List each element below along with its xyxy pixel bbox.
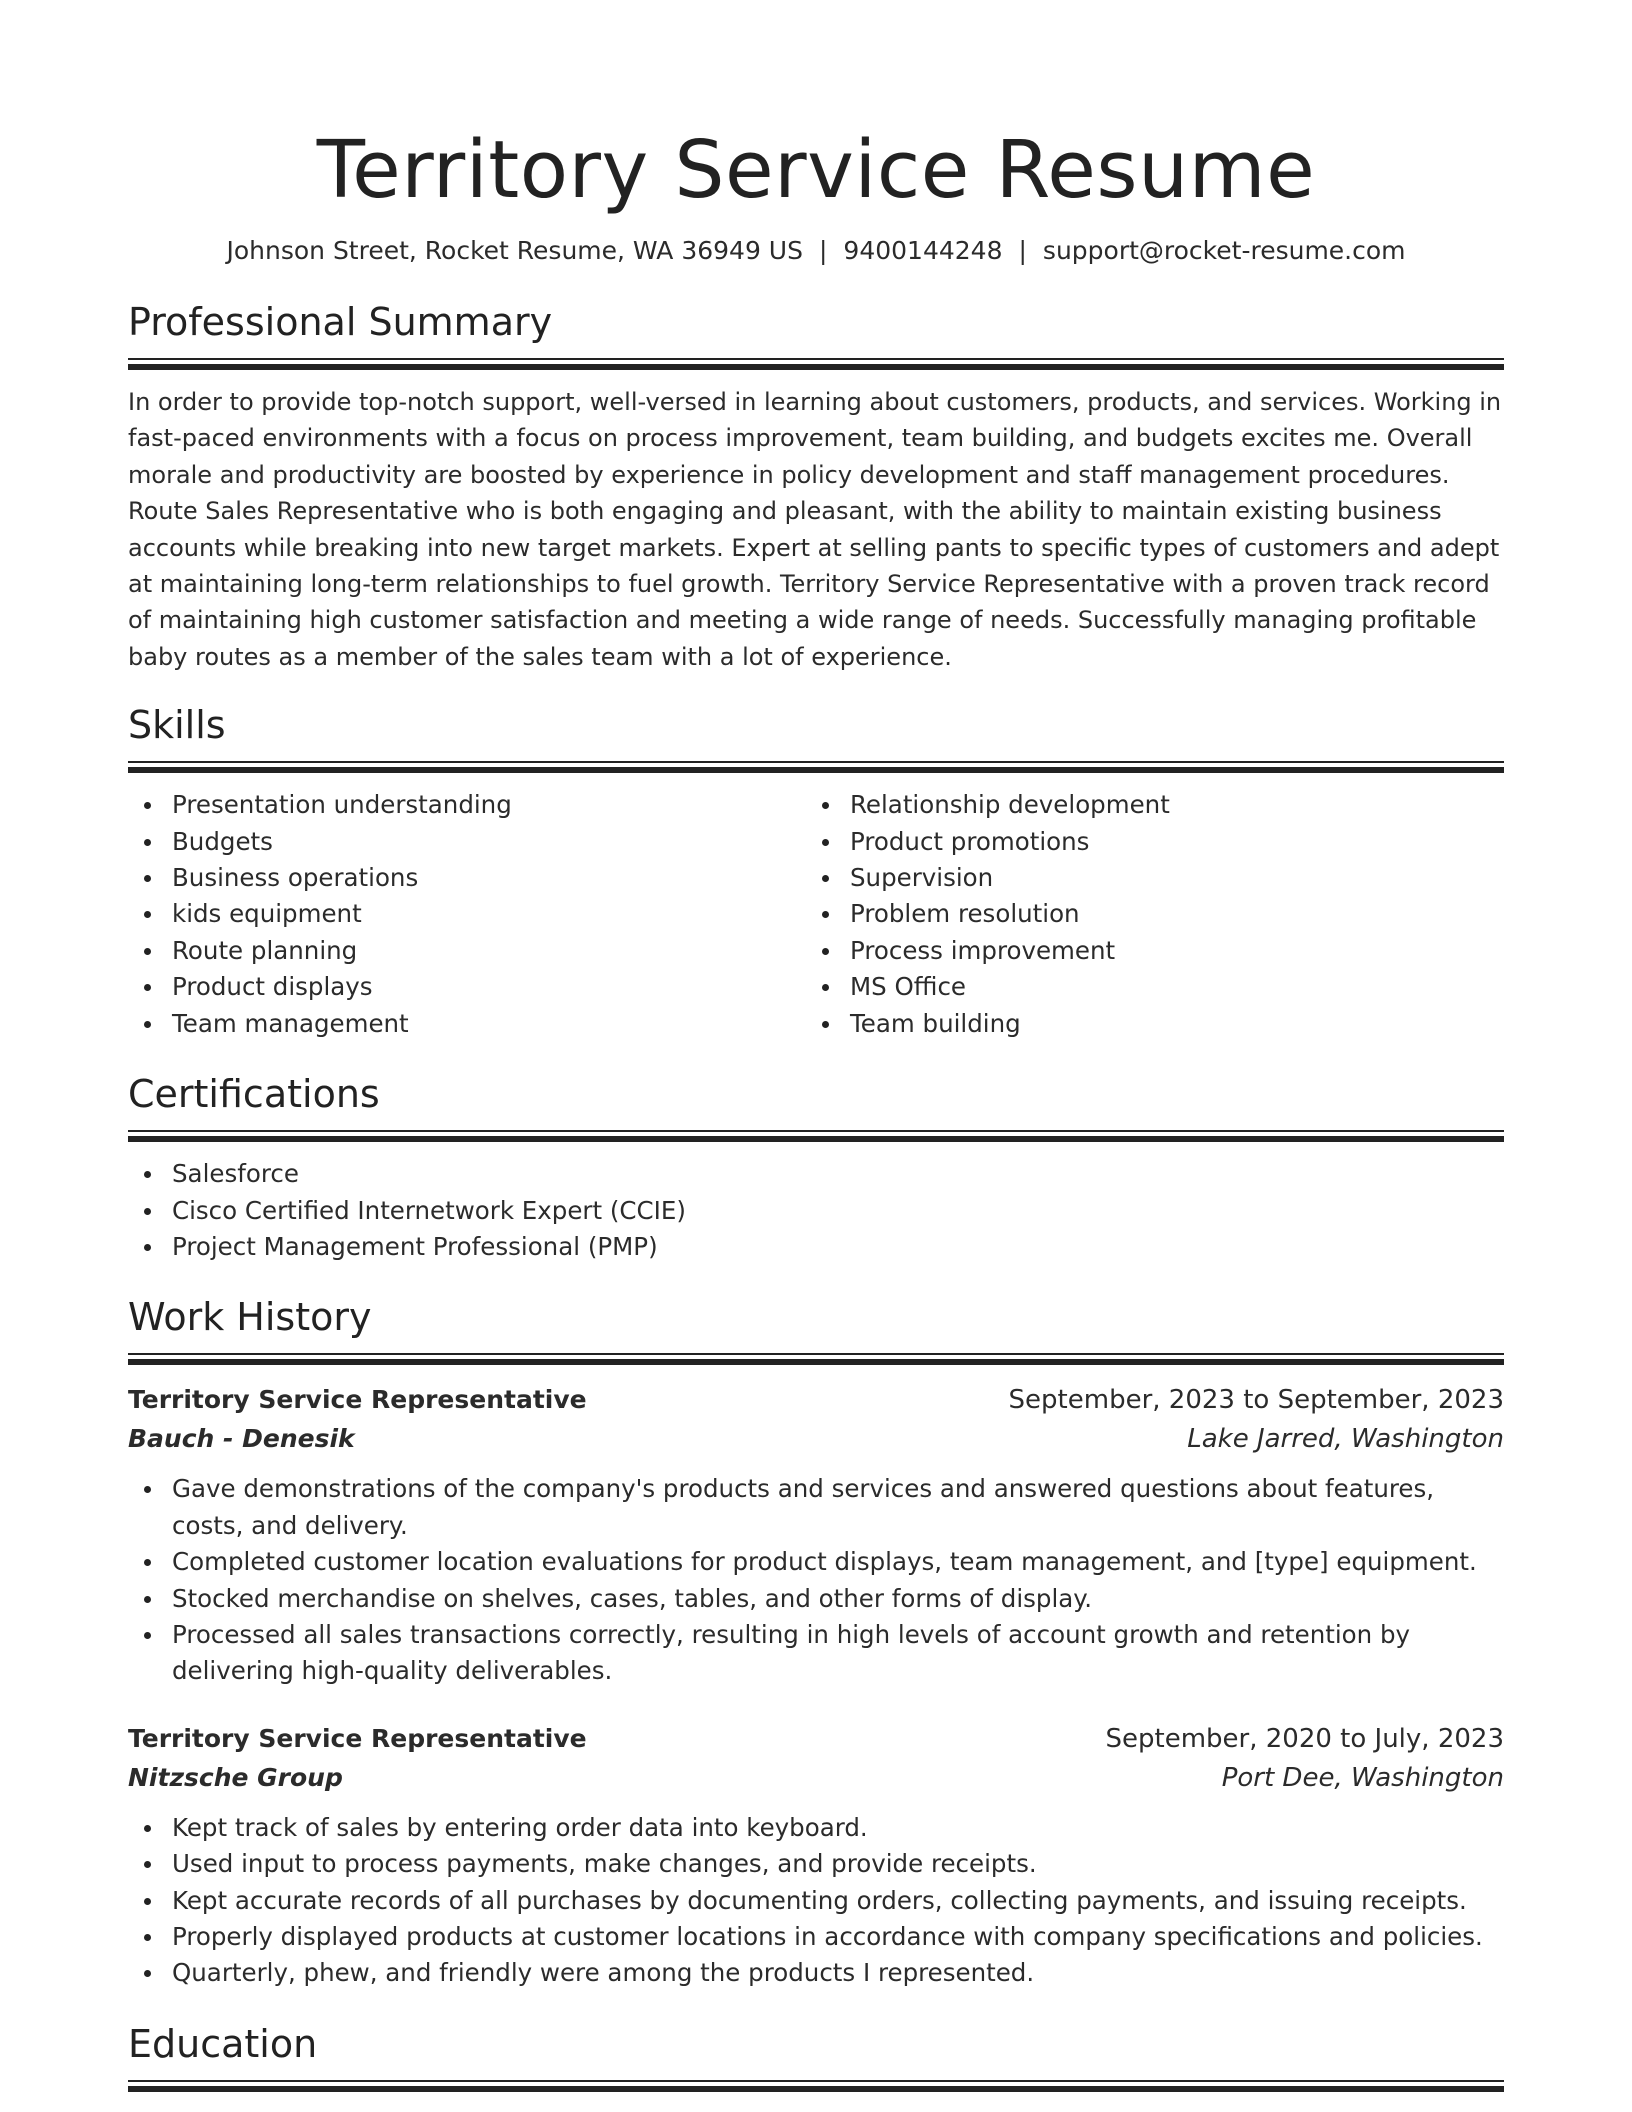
- contact-separator: |: [818, 236, 828, 265]
- job-title: Territory Service Representative: [128, 1723, 587, 1753]
- job-subheader: [128, 1419, 1504, 1459]
- skills-section: [128, 701, 1504, 1042]
- section-divider: [128, 1353, 1504, 1365]
- job-duty: Gave demonstrations of the company's products and services and answered questions about features, costs, and delivery.: [128, 1471, 1504, 1544]
- contact-email: support@rocket-resume.com: [1042, 236, 1406, 265]
- skill-item: Business operations: [128, 860, 806, 896]
- certification-item: Cisco Certified Internetwork Expert (CCIE): [128, 1193, 1504, 1229]
- section-divider: [128, 2080, 1504, 2092]
- skill-item: Process improvement: [806, 933, 1484, 969]
- job-location: Lake Jarred, Washington: [1187, 1424, 1504, 1455]
- section-divider: [128, 761, 1504, 773]
- certifications-list: [128, 1156, 1504, 1265]
- education-section: [128, 2020, 1504, 2092]
- contact-separator: |: [1018, 236, 1027, 265]
- skill-item: Product promotions: [806, 824, 1484, 860]
- job-company: Bauch - Denesik: [128, 1424, 355, 1454]
- education-heading: Education: [128, 2021, 318, 2066]
- job-duty: Quarterly, phew, and friendly were among the products I represented.: [128, 1955, 1504, 1991]
- job-duties-list: [128, 1471, 1504, 1689]
- contact-phone: 9400144248: [843, 236, 1003, 265]
- resume-page: [128, 0, 1504, 2092]
- certifications-section: [128, 1070, 1504, 1265]
- job-entry: [128, 1381, 1504, 1689]
- certification-item: Project Management Professional (PMP): [128, 1229, 1504, 1265]
- skill-item: Presentation understanding: [128, 787, 806, 823]
- job-entry: [128, 1720, 1504, 1992]
- skill-item: Product displays: [128, 969, 806, 1005]
- skills-heading: Skills: [128, 703, 226, 748]
- section-divider: [128, 1130, 1504, 1142]
- skills-grid: [128, 787, 1504, 1042]
- work-history-heading: Work History: [128, 1295, 372, 1340]
- work-history-section: [128, 1293, 1504, 1991]
- job-subheader: [128, 1758, 1504, 1798]
- skill-item: MS Office: [806, 969, 1484, 1005]
- skill-item: Problem resolution: [806, 896, 1484, 932]
- job-duty: Kept track of sales by entering order data into keyboard.: [128, 1810, 1504, 1846]
- job-location: Port Dee, Washington: [1221, 1762, 1504, 1793]
- skill-item: Route planning: [128, 933, 806, 969]
- job-duty: Stocked merchandise on shelves, cases, tables, and other forms of display.: [128, 1581, 1504, 1617]
- skill-item: Relationship development: [806, 787, 1484, 823]
- contact-address: Johnson Street, Rocket Resume, WA 36949 US: [226, 236, 803, 265]
- skill-item: kids equipment: [128, 896, 806, 932]
- job-duty: Kept accurate records of all purchases by documenting orders, collecting payments, and issuing receipts.: [128, 1883, 1504, 1919]
- certification-item: Salesforce: [128, 1156, 1504, 1192]
- resume-name: Territory Service Resume: [316, 124, 1316, 216]
- contact-line: [128, 234, 1504, 268]
- job-duty: Processed all sales transactions correctly, resulting in high levels of account growth and retention by delivering high-quality deliverables.: [128, 1617, 1504, 1690]
- summary-text: In order to provide top-notch support, well-versed in learning about customers, products, and services. Working in fast-paced environments with a focus on process improvement, team building, and budgets excites me. Overall morale and productivity are boosted by experience in policy development and staff management procedures. Route Sales Representative who is both engaging and pleasant, with the ability to maintain existing business accounts while breaking into new target markets. Expert at selling pants to specific types of customers and adept at maintaining long-term relationships to fuel growth. Territory Service Representative with a proven track record of maintaining high customer satisfaction and meeting a wide range of needs. Successfully managing profitable baby routes as a member of the sales team with a lot of experience.: [128, 388, 1502, 671]
- job-duty: Completed customer location evaluations for product displays, team management, and [type] equipment.: [128, 1544, 1504, 1580]
- skill-item: Budgets: [128, 824, 806, 860]
- section-divider: [128, 358, 1504, 370]
- job-company: Nitzsche Group: [128, 1762, 343, 1792]
- job-duty: Used input to process payments, make changes, and provide receipts.: [128, 1846, 1504, 1882]
- skill-item: Team building: [806, 1006, 1484, 1042]
- skill-item: Supervision: [806, 860, 1484, 896]
- job-title: Territory Service Representative: [128, 1385, 587, 1415]
- job-dates: September, 2023 to September, 2023: [1008, 1385, 1504, 1416]
- job-duties-list: [128, 1810, 1504, 1992]
- summary-section: [128, 298, 1504, 675]
- job-header: [128, 1720, 1504, 1758]
- summary-heading: Professional Summary: [128, 300, 553, 344]
- skills-list-right: [806, 787, 1484, 1042]
- certifications-heading: Certifications: [128, 1072, 380, 1117]
- skills-list-left: [128, 787, 806, 1042]
- job-dates: September, 2020 to July, 2023: [1105, 1723, 1504, 1754]
- job-header: [128, 1381, 1504, 1419]
- job-duty: Properly displayed products at customer locations in accordance with company specifications and policies.: [128, 1919, 1504, 1955]
- skill-item: Team management: [128, 1006, 806, 1042]
